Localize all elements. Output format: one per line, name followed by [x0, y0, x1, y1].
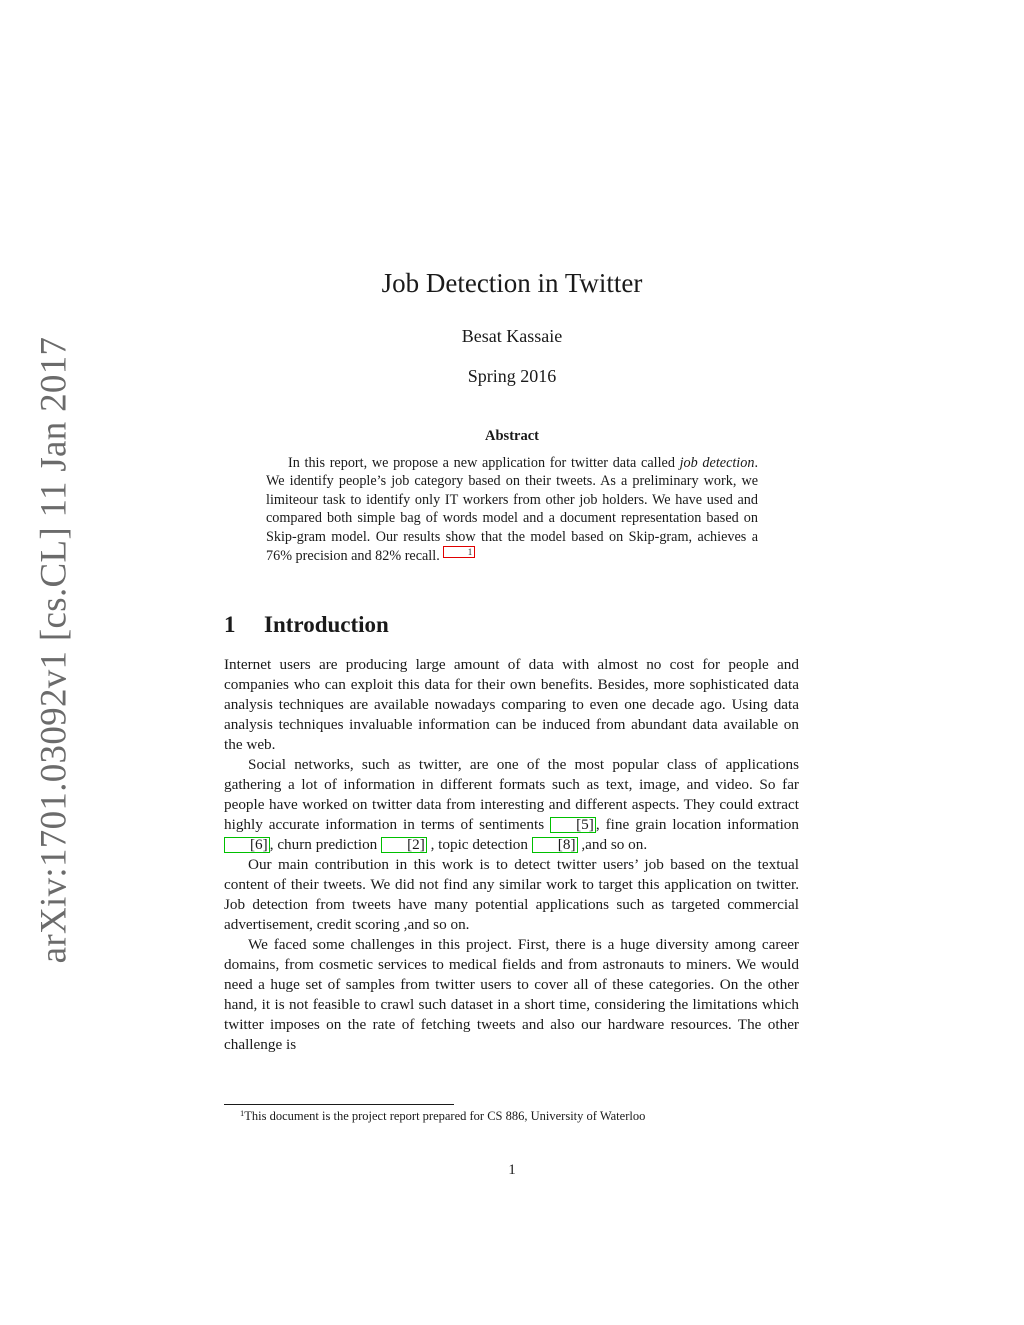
paragraph-1: Internet users are producing large amount of data with almost no cost for people and companies who can exploit this data for their own benefits. Besides, more sophisticated data analysis techniques are available nowadays comparing to even one decade ago. Using data analysis techniques invaluable information can be induced from abundant data available on the web. [224, 656, 799, 753]
paragraph-3: Our main contribution in this work is to detect twitter users’ job based on the textual content of their tweets. We did not find any similar work to target this application on twitter. Job detection from tweets have many potential applications such as targeted commercial advertisement, credit scoring ,and so on. [224, 856, 799, 933]
citation-link[interactable]: [6] [224, 837, 270, 853]
footnote-text: This document is the project report prepared for CS 886, University of Waterloo [244, 1109, 646, 1123]
paragraph-4: We faced some challenges in this project. First, there is a huge diversity among career domains, from cosmetic services to medical fields and from astronauts to miners. We would need a huge set of samples from twitter users to cover all of these categories. On the other hand, it is not feasible to crawl such dataset in a short time, considering the limitations which twitter imposes on the rate of fetching tweets and also our hardware resources. The other challenge is [224, 936, 799, 1053]
paragraph-2-text-d: , topic detection [426, 836, 532, 853]
paragraph-2-text-c: , churn prediction [269, 836, 382, 853]
footnote-mark: 1 [240, 1108, 245, 1118]
arxiv-identifier-stamp: arXiv:1701.03092v1 [cs.CL] 11 Jan 2017 [33, 336, 75, 964]
paragraph-2-text-e: ,and so on. [577, 836, 648, 853]
paragraph-2-text-b: , fine grain location information [595, 816, 799, 833]
section-heading-introduction [224, 612, 389, 638]
footnote [240, 1108, 645, 1124]
citation-link[interactable]: [8] [532, 837, 578, 853]
author-name: Besat Kassaie [461, 326, 563, 346]
abstract-body [266, 454, 758, 565]
page-number: 1 [508, 1162, 516, 1178]
section-number: 1 [224, 612, 236, 637]
paper-date: Spring 2016 [467, 366, 557, 386]
paper-title: Job Detection in Twitter [381, 268, 643, 298]
citation-link[interactable]: [5] [550, 817, 596, 833]
abstract-text-2: . We identify people’s job category based on their tweets. As a preliminary work, we limiteour task to identify only IT workers from other job holders. We have used and compared both simple bag of words model and a document representation based on Skip-gram model. Our results show that the model based on Skip-gram, achieves a 76% precision and 82% recall. [266, 455, 758, 565]
citation-link[interactable]: [2] [381, 837, 427, 853]
abstract-heading: Abstract [485, 428, 539, 444]
introduction-body [224, 655, 799, 1055]
footnote-link[interactable]: 1 [443, 546, 476, 558]
section-title: Introduction [264, 612, 389, 637]
abstract-emphasis: job detection [679, 455, 755, 471]
paragraph-2 [224, 755, 799, 855]
paragraph-2-text-a: Social networks, such as twitter, are one of the most popular class of applications gathering a lot of information in different formats such as text, image, and video. So far people have worked on twitter data from interesting and different aspects. They could extract highly accurate information in terms of sentiments [224, 756, 799, 833]
abstract-text-1: In this report, we propose a new application for twitter data called [288, 455, 680, 471]
footnote-divider [224, 1104, 454, 1105]
